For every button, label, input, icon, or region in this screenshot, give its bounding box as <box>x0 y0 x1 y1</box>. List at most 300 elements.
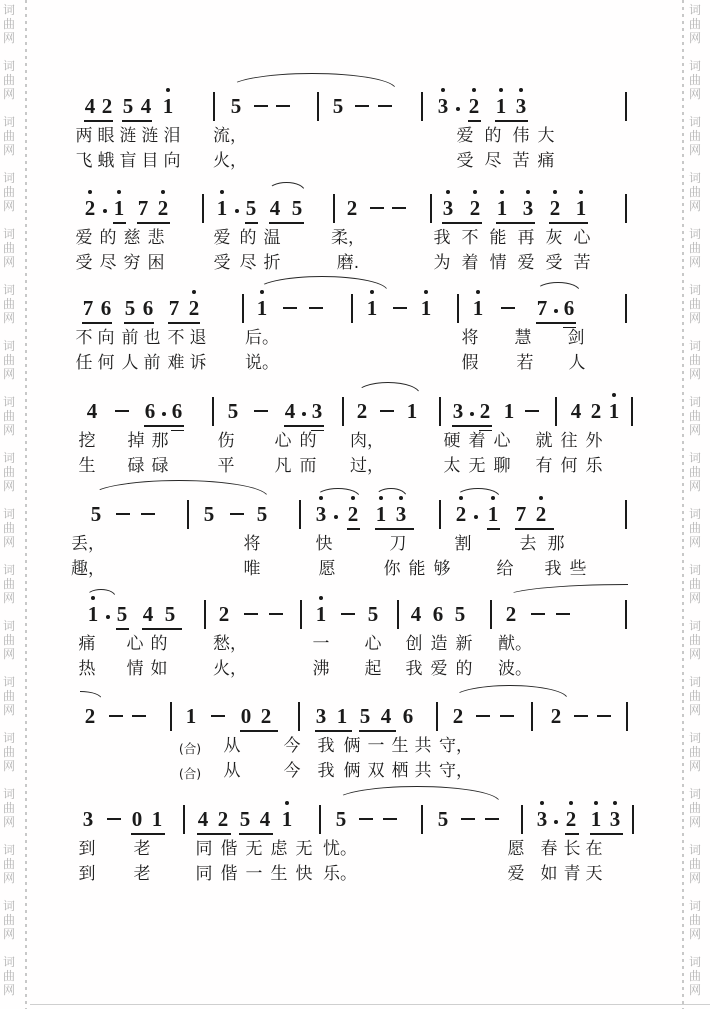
octave-dot <box>569 801 573 805</box>
bar-line <box>202 194 204 223</box>
note-digit: 0 <box>131 807 143 831</box>
lyric-syllable: 前 <box>143 353 161 373</box>
slur-arc <box>334 786 500 802</box>
watermark-right: 词 <box>689 731 702 745</box>
lyric-syllable: 前 <box>121 328 139 348</box>
watermark-left: 词 <box>3 787 16 801</box>
watermark-right: 曲 <box>689 857 702 871</box>
note-digit: 6 <box>100 296 112 320</box>
note-digit: 3 <box>315 704 327 728</box>
octave-dot <box>285 801 289 805</box>
duration-dash <box>370 207 384 209</box>
lyric-syllable: 肉， <box>350 431 384 451</box>
bar-line <box>490 600 492 629</box>
note-digit: 2 <box>535 502 547 526</box>
note-digit: 6 <box>144 399 156 423</box>
lyric-syllable: 退 <box>189 328 207 348</box>
lyric-syllable: 火， <box>213 659 247 679</box>
note-digit: 2 <box>505 602 517 626</box>
note-digit: 2 <box>550 704 562 728</box>
octave-dot <box>472 88 476 92</box>
watermark-left: 曲 <box>3 465 16 479</box>
watermark-right: 网 <box>689 647 702 661</box>
bar-line <box>631 397 633 426</box>
beam-line <box>359 730 396 732</box>
lyric-syllable: 在 <box>585 839 603 859</box>
lyric-syllable: (合) <box>178 741 202 756</box>
lyric-syllable: 忧。 <box>323 839 357 859</box>
note-digit: 5 <box>291 196 303 220</box>
lyric-syllable: 爱 <box>517 253 535 273</box>
watermark-left: 网 <box>3 535 16 549</box>
watermark-left: 词 <box>3 731 16 745</box>
note-digit: 3 <box>311 399 323 423</box>
dot-after-note <box>474 515 478 519</box>
octave-dot <box>519 88 523 92</box>
duration-dash <box>341 613 355 615</box>
octave-dot <box>192 290 196 294</box>
beam-line <box>113 222 126 224</box>
note-digit: 6 <box>563 296 575 320</box>
note-digit: 1 <box>575 196 587 220</box>
bar-line <box>439 397 441 426</box>
note-digit: 7 <box>82 296 94 320</box>
beam-line <box>284 425 324 427</box>
lyric-syllable: 猷。 <box>498 634 532 654</box>
lyric-syllable: 情 <box>126 659 144 679</box>
watermark-right: 网 <box>689 367 702 381</box>
lyric-syllable: 外 <box>585 431 603 451</box>
octave-dot <box>441 88 445 92</box>
bar-line <box>625 194 627 223</box>
octave-dot <box>613 801 617 805</box>
watermark-left: 网 <box>3 423 16 437</box>
watermark-right: 网 <box>689 703 702 717</box>
slur-arc <box>228 73 396 89</box>
watermark-left: 网 <box>3 479 16 493</box>
note-digit: 2 <box>455 502 467 526</box>
note-digit: 2 <box>590 399 602 423</box>
watermark-left: 网 <box>3 31 16 45</box>
octave-dot <box>594 801 598 805</box>
bar-line <box>300 600 302 629</box>
lyric-syllable: 今 <box>283 736 301 756</box>
watermark-right: 网 <box>689 815 702 829</box>
octave-dot <box>526 190 530 194</box>
duration-dash <box>556 613 570 615</box>
watermark-left: 曲 <box>3 857 16 871</box>
watermark-left: 曲 <box>3 17 16 31</box>
watermark-right: 曲 <box>689 577 702 591</box>
lyric-syllable: 生 <box>391 736 409 756</box>
watermark-left: 词 <box>3 115 16 129</box>
bar-line <box>625 294 627 323</box>
watermark-left: 网 <box>3 983 16 997</box>
watermark-right: 词 <box>689 843 702 857</box>
note-digit: 1 <box>495 94 507 118</box>
lyric-syllable: 诉 <box>189 353 207 373</box>
bar-line <box>421 92 423 121</box>
duration-dash <box>107 818 121 820</box>
octave-dot <box>424 290 428 294</box>
lyric-syllable: 无 <box>468 456 486 476</box>
lyric-syllable: 蛾 <box>97 151 115 171</box>
lyric-syllable: 双 <box>367 761 385 781</box>
watermark-left: 词 <box>3 563 16 577</box>
watermark-left: 词 <box>3 619 16 633</box>
watermark-left: 网 <box>3 143 16 157</box>
lyric-syllable: 苦 <box>512 151 530 171</box>
duration-dash <box>254 410 268 412</box>
duration-dash <box>531 613 545 615</box>
watermark-right: 曲 <box>689 801 702 815</box>
note-digit: 4 <box>259 807 271 831</box>
lyric-syllable: 我 <box>317 761 335 781</box>
bar-line <box>183 805 185 834</box>
lyric-syllable: 着 <box>468 431 486 451</box>
watermark-right: 网 <box>689 143 702 157</box>
lyric-syllable: 割 <box>454 534 472 554</box>
lyric-syllable: 天 <box>585 864 603 884</box>
lyric-syllable: 将 <box>461 328 479 348</box>
lyric-syllable: 青 <box>563 864 581 884</box>
watermark-right: 网 <box>689 983 702 997</box>
note-digit: 6 <box>142 296 154 320</box>
beam-line <box>487 528 500 530</box>
watermark-right: 词 <box>689 3 702 17</box>
octave-dot <box>500 190 504 194</box>
watermark-right: 网 <box>689 255 702 269</box>
duration-dash <box>244 613 258 615</box>
lyric-syllable: 尽 <box>484 151 502 171</box>
note-digit: 2 <box>468 94 480 118</box>
beam-line <box>137 222 170 224</box>
duration-dash <box>230 513 244 515</box>
bar-line <box>555 397 557 426</box>
beam-line <box>468 120 481 122</box>
note-digit: 1 <box>151 807 163 831</box>
lyric-syllable: 春 <box>540 839 558 859</box>
watermark-left: 曲 <box>3 969 16 983</box>
lyric-syllable: 假 <box>461 353 479 373</box>
lyric-syllable: 难 <box>167 353 185 373</box>
note-digit: 5 <box>90 502 102 526</box>
duration-dash <box>276 105 290 107</box>
bar-line <box>187 500 189 529</box>
beam-line <box>549 222 588 224</box>
watermark-left: 曲 <box>3 185 16 199</box>
dot-after-note <box>554 820 558 824</box>
lyric-syllable: 今 <box>283 761 301 781</box>
note-digit: 4 <box>269 196 281 220</box>
note-digit: 5 <box>359 704 371 728</box>
lyric-syllable: 折 <box>263 253 281 273</box>
lyric-syllable: 痛 <box>78 634 96 654</box>
lyric-syllable: 为 <box>433 253 451 273</box>
lyric-syllable: 够 <box>433 559 451 579</box>
dot-after-note <box>302 412 306 416</box>
watermark-left: 词 <box>3 59 16 73</box>
lyric-syllable: 从 <box>223 736 241 756</box>
right-dotted-border <box>682 0 684 1009</box>
note-digit: 2 <box>217 807 229 831</box>
beam-line <box>515 528 554 530</box>
bar-line <box>351 294 353 323</box>
dot-after-note <box>103 209 107 213</box>
beam-line <box>124 322 154 324</box>
lyric-syllable: 造 <box>430 634 448 654</box>
lyric-syllable: 虑 <box>270 839 288 859</box>
bar-line <box>397 600 399 629</box>
watermark-right: 词 <box>689 619 702 633</box>
lyric-syllable: 创 <box>405 634 423 654</box>
note-digit: 6 <box>402 704 414 728</box>
lyric-syllable: 守， <box>439 761 473 781</box>
watermark-left: 曲 <box>3 297 16 311</box>
lyric-syllable: 挖 <box>78 431 96 451</box>
bar-line <box>625 92 627 121</box>
beam-line <box>168 322 200 324</box>
lyric-syllable: 愿 <box>507 839 525 859</box>
bar-line <box>632 805 634 834</box>
watermark-left: 曲 <box>3 73 16 87</box>
watermark-right: 网 <box>689 591 702 605</box>
watermark-left: 网 <box>3 591 16 605</box>
note-digit: 2 <box>188 296 200 320</box>
watermark-right: 词 <box>689 451 702 465</box>
watermark-right: 网 <box>689 311 702 325</box>
lyric-syllable: 慧 <box>514 328 532 348</box>
lyric-syllable: 我 <box>544 559 562 579</box>
lyric-syllable: 偕 <box>220 839 238 859</box>
bar-line <box>421 805 423 834</box>
note-digit: 1 <box>315 602 327 626</box>
watermark-right: 曲 <box>689 185 702 199</box>
note-digit: 2 <box>84 704 96 728</box>
note-digit: 3 <box>315 502 327 526</box>
beam-line <box>536 322 576 324</box>
watermark-right: 词 <box>689 59 702 73</box>
note-digit: 3 <box>442 196 454 220</box>
note-digit: 5 <box>164 602 176 626</box>
watermark-right: 曲 <box>689 353 702 367</box>
lyric-syllable: 你 <box>383 559 401 579</box>
watermark-right: 词 <box>689 339 702 353</box>
note-digit: 3 <box>437 94 449 118</box>
watermark-left: 词 <box>3 227 16 241</box>
lyric-syllable: 人 <box>121 353 139 373</box>
note-digit: 5 <box>367 602 379 626</box>
octave-dot <box>473 190 477 194</box>
octave-dot <box>319 596 323 600</box>
lyric-syllable: 任 <box>75 353 93 373</box>
lyric-syllable: (合) <box>178 766 202 781</box>
watermark-left: 词 <box>3 843 16 857</box>
duration-dash <box>476 715 490 717</box>
beam-line <box>442 222 482 224</box>
dot-after-note <box>456 107 460 111</box>
beam-line <box>239 833 273 835</box>
note-digit: 5 <box>256 502 268 526</box>
bar-line <box>212 397 214 426</box>
note-digit: 0 <box>240 704 252 728</box>
watermark-left: 曲 <box>3 409 16 423</box>
note-digit: 5 <box>227 399 239 423</box>
watermark-right: 曲 <box>689 241 702 255</box>
lyric-syllable: 人 <box>568 353 586 373</box>
lyric-syllable: 起 <box>364 659 382 679</box>
watermark-left: 网 <box>3 647 16 661</box>
lyric-syllable: 向 <box>163 151 181 171</box>
note-digit: 6 <box>171 399 183 423</box>
lyric-syllable: 同 <box>195 864 213 884</box>
bar-line <box>204 600 206 629</box>
lyric-syllable: 再 <box>517 228 535 248</box>
watermark-left: 词 <box>3 451 16 465</box>
bar-line <box>299 500 301 529</box>
duration-dash <box>359 818 373 820</box>
lyric-syllable: 受 <box>456 151 474 171</box>
lyric-syllable: 悲 <box>147 228 165 248</box>
note-digit: 1 <box>608 399 620 423</box>
watermark-right: 词 <box>689 955 702 969</box>
bar-line <box>531 702 533 731</box>
lyric-syllable: 老 <box>133 839 151 859</box>
lyric-syllable: 磨. <box>336 253 360 273</box>
note-digit: 2 <box>452 704 464 728</box>
note-digit: 1 <box>185 704 197 728</box>
lyric-syllable: 无 <box>245 839 263 859</box>
octave-dot <box>579 190 583 194</box>
note-digit: 1 <box>472 296 484 320</box>
duration-dash <box>500 715 514 717</box>
watermark-left: 网 <box>3 367 16 381</box>
beam-line <box>82 322 112 324</box>
lyric-syllable: 那 <box>547 534 565 554</box>
lyric-syllable: 灰 <box>545 228 563 248</box>
lyric-syllable: 老 <box>133 864 151 884</box>
duration-dash <box>393 307 407 309</box>
watermark-right: 词 <box>689 563 702 577</box>
duration-dash <box>211 715 225 717</box>
lyric-syllable: 有 <box>535 456 553 476</box>
note-digit: 7 <box>137 196 149 220</box>
lyric-syllable: 穷 <box>123 253 141 273</box>
watermark-left: 网 <box>3 871 16 885</box>
note-digit: 2 <box>84 196 96 220</box>
lyric-syllable: 硬 <box>443 431 461 451</box>
watermark-right: 词 <box>689 171 702 185</box>
note-digit: 3 <box>82 807 94 831</box>
note-digit: 1 <box>590 807 602 831</box>
lyric-syllable: 涟 <box>141 126 159 146</box>
bottom-edge-line <box>30 1004 710 1005</box>
watermark-right: 曲 <box>689 969 702 983</box>
note-digit: 5 <box>230 94 242 118</box>
note-digit: 2 <box>469 196 481 220</box>
lyric-syllable: 给 <box>496 559 514 579</box>
lyric-syllable: 后。 <box>245 328 279 348</box>
lyric-syllable: 热 <box>78 659 96 679</box>
note-digit: 1 <box>216 196 228 220</box>
note-digit: 1 <box>503 399 515 423</box>
slur-arc <box>86 589 116 597</box>
lyric-syllable: 无 <box>295 839 313 859</box>
beam-line <box>452 425 492 427</box>
note-digit: 5 <box>332 94 344 118</box>
note-digit: 5 <box>437 807 449 831</box>
note-digit: 3 <box>515 94 527 118</box>
watermark-right: 网 <box>689 535 702 549</box>
watermark-right: 曲 <box>689 297 702 311</box>
watermark-left: 曲 <box>3 745 16 759</box>
note-digit: 3 <box>536 807 548 831</box>
octave-dot <box>553 190 557 194</box>
duration-dash <box>383 818 397 820</box>
duration-dash <box>115 410 129 412</box>
lyric-syllable: 困 <box>147 253 165 273</box>
dot-after-note <box>162 412 166 416</box>
note-digit: 6 <box>432 602 444 626</box>
duration-dash <box>254 105 268 107</box>
lyric-syllable: 如 <box>540 864 558 884</box>
duration-dash <box>597 715 611 717</box>
beam-line <box>269 222 304 224</box>
octave-dot <box>476 290 480 294</box>
lyric-syllable: 守， <box>439 736 473 756</box>
note-digit: 4 <box>570 399 582 423</box>
lyric-syllable: 共 <box>414 761 432 781</box>
lyric-syllable: 温 <box>263 228 281 248</box>
duration-dash <box>269 613 283 615</box>
watermark-right: 曲 <box>689 73 702 87</box>
lyric-syllable: 柔， <box>331 228 365 248</box>
watermark-right: 词 <box>689 899 702 913</box>
lyric-syllable: 受 <box>75 253 93 273</box>
beam-line <box>197 833 231 835</box>
bar-line <box>436 702 438 731</box>
watermark-right: 曲 <box>689 409 702 423</box>
note-digit: 7 <box>515 502 527 526</box>
watermark-left: 网 <box>3 927 16 941</box>
lyric-syllable: 我 <box>433 228 451 248</box>
lyric-syllable: 往 <box>560 431 578 451</box>
watermark-left: 网 <box>3 703 16 717</box>
octave-dot <box>612 393 616 397</box>
lyric-syllable: 何 <box>97 353 115 373</box>
watermark-right: 词 <box>689 115 702 129</box>
lyric-syllable: 不 <box>461 228 479 248</box>
duration-dash <box>132 715 146 717</box>
lyric-syllable: 若 <box>516 353 534 373</box>
watermark-left: 词 <box>3 339 16 353</box>
note-digit: 1 <box>496 196 508 220</box>
beam-line <box>171 430 184 432</box>
lyric-syllable: 碌 <box>127 456 145 476</box>
bar-line <box>625 600 627 629</box>
note-digit: 4 <box>284 399 296 423</box>
duration-dash <box>574 715 588 717</box>
watermark-right: 网 <box>689 759 702 773</box>
left-dotted-border <box>25 0 27 1009</box>
lyric-syllable: 伤 <box>217 431 235 451</box>
note-digit: 2 <box>479 399 491 423</box>
note-digit: 5 <box>245 196 257 220</box>
watermark-left: 曲 <box>3 913 16 927</box>
lyric-syllable: 的 <box>150 634 168 654</box>
duration-dash <box>109 715 123 717</box>
bar-line <box>625 500 627 529</box>
